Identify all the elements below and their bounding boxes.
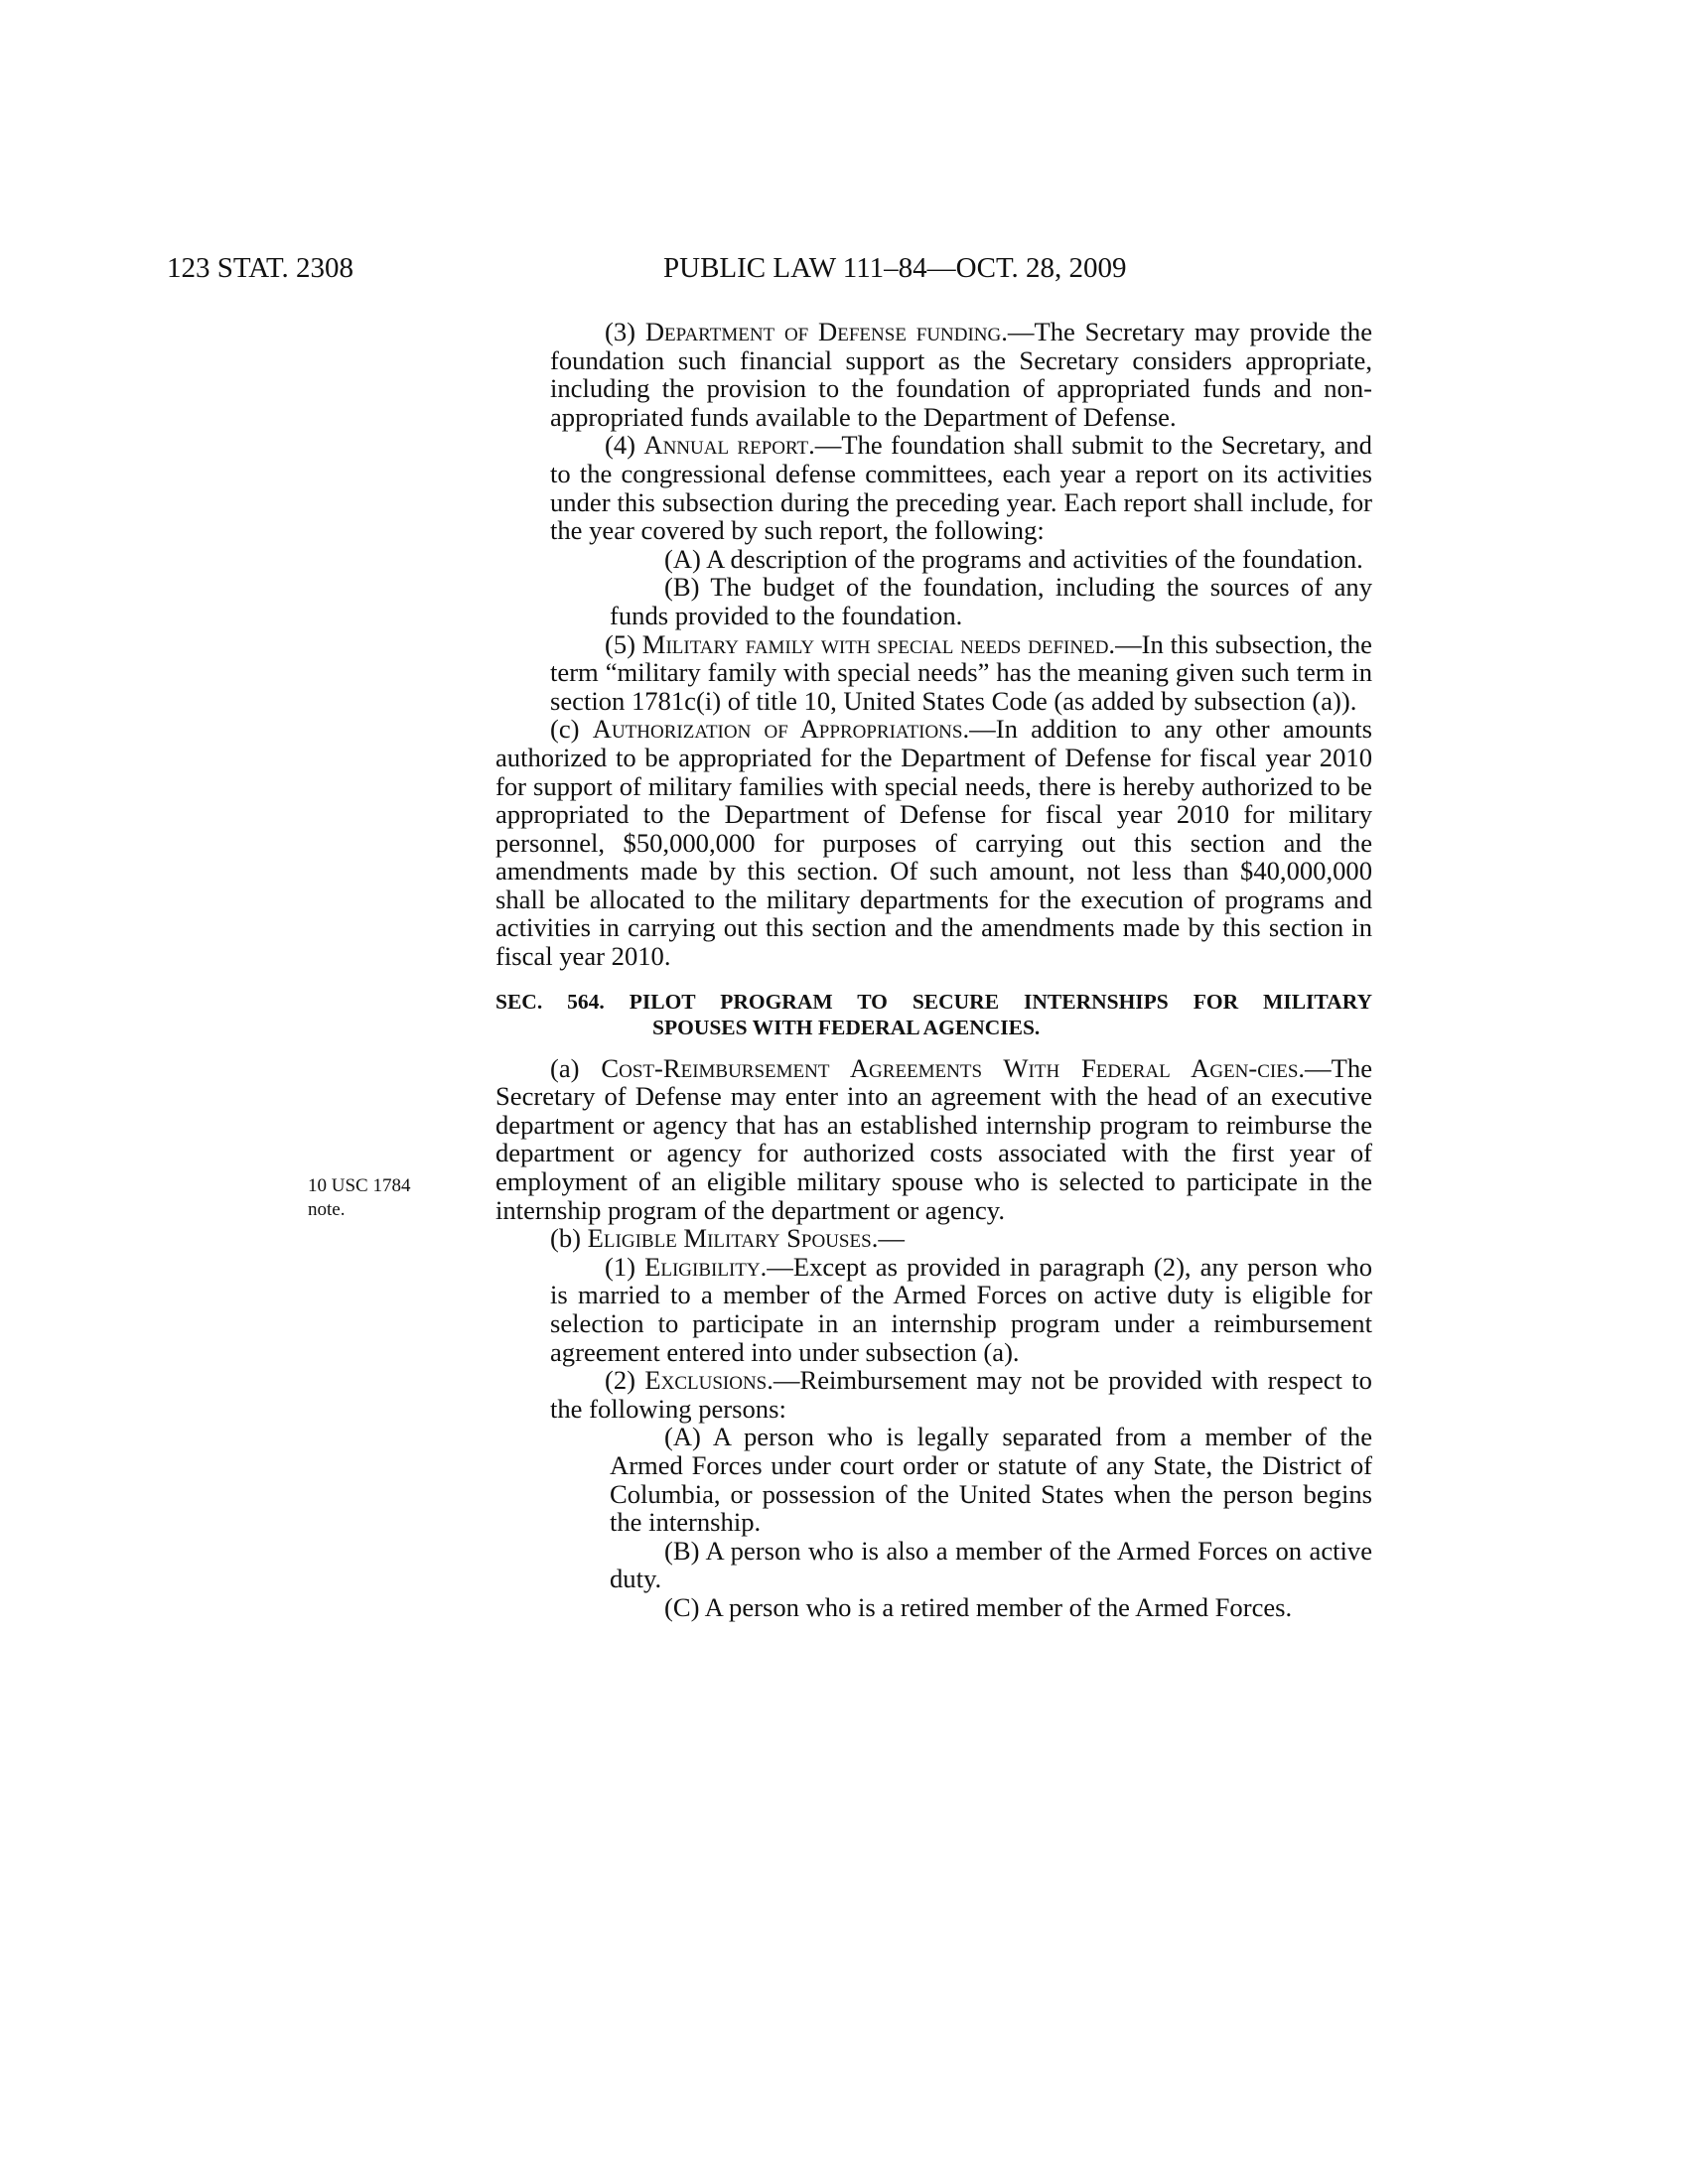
paragraph-b-2-c: (C) A person who is a retired member of the Armed Forces. xyxy=(664,1591,1293,1622)
section-heading-line-2: SPOUSES WITH FEDERAL AGENCIES. xyxy=(652,1015,1041,1039)
subsection-c-heading: Authorization of Appropriations xyxy=(592,714,963,745)
subsection-a-heading: Cost-Reimbursement Agreements With Federal Agen-cies xyxy=(601,1052,1299,1083)
margin-note xyxy=(308,1174,457,1222)
margin-note-label: note. xyxy=(308,1199,346,1220)
paragraph-4: (4) Annual report.—The foundation shall submit to the Secretary, and to the congressional defense committees, each year a report on its activities under this subsection during the preceding year. Each report shall include, for the year covered by such report, the following: xyxy=(550,430,1372,546)
paragraph-3-block xyxy=(495,318,1372,545)
paragraph-5-heading: Military family with special needs defined xyxy=(641,628,1109,659)
paragraph-5: (5) Military family with special needs defined.—In this subsection, the term “military family with special needs” has the meaning given such term in section 1781c(i) of title 10, United States Code (as added by subsection (a)). xyxy=(550,628,1372,716)
paragraph-b-2-b: (B) A person who is also a member of the Armed Forces on active duty. xyxy=(610,1535,1372,1594)
paragraph-5-block xyxy=(495,630,1372,716)
paragraph-b-2: (2) Exclusions.—Reimbursement may not be provided with respect to the following persons: xyxy=(550,1365,1372,1424)
paragraph-b-2-heading: Exclusions xyxy=(644,1365,768,1396)
subsection-a: (a) Cost-Reimbursement Agreements With Federal Agen-cies.—The Secretary of Defense may enter into an agreement with the head of an executive department or agency that has an established internship program to reimburse the department or agency for authorized costs associated with the first year of employment of an eligible military spouse who is selected to participate in the internship program of the department or agency. xyxy=(495,1052,1372,1225)
paragraph-b-2-a: (A) A person who is legally separated from a member of the Armed Forces under court order or statute of any State, the District of Columbia, or possession of the United States when the person begins the internship. xyxy=(610,1422,1372,1538)
statute-page-number: 123 STAT. 2308 xyxy=(167,252,354,284)
subsection-b: (b) Eligible Military Spouses.— xyxy=(550,1223,905,1254)
body-text xyxy=(495,318,1372,1622)
paragraph-4-heading: Annual report xyxy=(643,430,809,461)
paragraph-3: (3) Department of Defense funding.—The Secretary may provide the foundation such financial support as the Secretary considers appropriate, including the provision to the foundation of appropriated funds and non-appropriated funds available to the Department of Defense. xyxy=(550,317,1372,432)
section-heading-line-1: SEC. 564. PILOT PROGRAM TO SECURE INTERNSHIPS FOR MILITARY xyxy=(495,989,1372,1014)
paragraph-4-a: (A) A description of the programs and activities of the foundation. xyxy=(664,543,1363,574)
paragraph-4-b: (B) The budget of the foundation, including the sources of any funds provided to the foundation. xyxy=(610,572,1372,630)
paragraph-3-heading: Department of Defense funding xyxy=(644,317,1002,346)
subsection-c: (c) Authorization of Appropriations.—In addition to any other amounts authorized to be appropriated for the Department of Defense for fiscal year 2010 for support of military families with special needs, there is hereby authorized to be appropriated to the Department of Defense for fiscal year 2010 for military personnel, $50,000,000 for purposes of carrying out this section and the amendments made by this section. Of such amount, not less than $40,000,000 shall be allocated to the military departments for the execution of programs and activities in carrying out this section and the amendments made by this section in fiscal year 2010. xyxy=(495,714,1373,972)
paragraph-b-1: (1) Eligibility.—Except as provided in paragraph (2), any person who is married to a member of the Armed Forces on active duty is eligible for selection to participate in an internship program under a reimbursement agreement entered into under subsection (a). xyxy=(550,1251,1372,1367)
section-564-heading xyxy=(495,989,1372,1040)
subsection-b-heading: Eligible Military Spouses xyxy=(587,1223,872,1254)
margin-note-citation: 10 USC 1784 xyxy=(308,1175,411,1196)
paragraph-b-1-heading: Eligibility xyxy=(644,1251,761,1282)
paragraph-4-subparagraphs xyxy=(495,545,1372,630)
paragraph-b-2-subparagraphs xyxy=(495,1423,1372,1621)
page-header xyxy=(0,252,1688,302)
running-title: PUBLIC LAW 111–84—OCT. 28, 2009 xyxy=(663,252,1127,284)
subsection-b-paragraphs xyxy=(495,1253,1372,1424)
